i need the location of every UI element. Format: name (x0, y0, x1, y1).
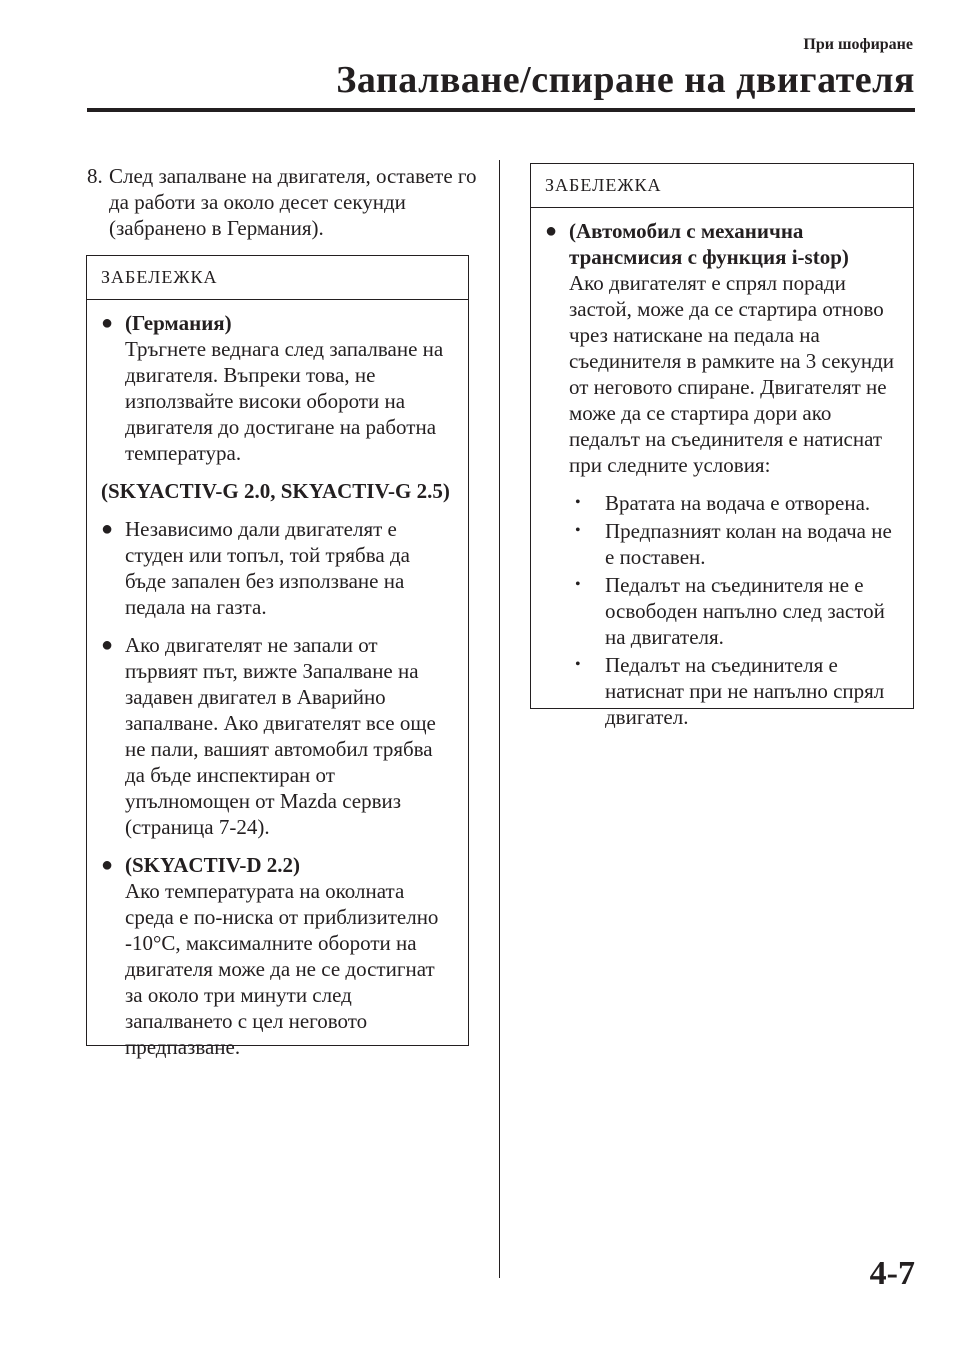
condition-text: Педалът на съединителя не е освободен напълно след застой на двигателя. (605, 573, 885, 649)
bullet-icon: ● (545, 220, 558, 242)
step-text: След запалване на двигателя, оставете го да работи за около десет секунди (забранено в Германия). (109, 164, 477, 240)
bullet-icon: ● (101, 634, 114, 656)
page-title: Запалване/спиране на двигателя (336, 59, 915, 101)
bullet-icon: ● (101, 312, 114, 334)
condition-item (575, 572, 899, 650)
item-text: Ако двигателят е спрял поради застой, може да се стартира отново чрез натискане на педала на съединителя в рамките на 3 секунди от неговото спиране. Двигателят не може да се стартира дори ако педалът на съединителя е натиснат при следните условия: (569, 271, 894, 477)
note-item-no-throttle (101, 516, 454, 620)
header-divider (87, 108, 915, 112)
item-text: Тръгнете веднага след запалване на двигателя. Въпреки това, не използвайте високи обороти на двигателя до достигане на работна температура. (125, 337, 444, 465)
note-box-left (86, 255, 469, 1059)
condition-text: Предпазният колан на водача не е поставен. (605, 519, 892, 569)
bullet-icon: ● (101, 854, 114, 876)
note-item-flooded (101, 632, 454, 840)
condition-text: Вратата на водача е отворена. (605, 491, 871, 515)
item-text: Ако двигателят не запали от първият път, вижте Запалване на задавен двигател в Аварийно запалване. Ако двигателят все още не пали, вашият автомобил трябва да бъде инспектиран от упълномощен от Mazda сервиз (страница 7-24). (125, 633, 436, 839)
bullet-icon: ● (101, 518, 114, 540)
step-8 (87, 163, 477, 241)
note-item-germany (101, 310, 454, 466)
engine-heading: (SKYACTIV-G 2.0, SKYACTIV-G 2.5) (101, 479, 450, 503)
note-label: ЗАБЕЛЕЖКА (531, 164, 913, 208)
note-item-istop (545, 218, 899, 730)
condition-item (575, 518, 899, 570)
item-text: Независимо дали двигателят е студен или топъл, той трябва да бъде запален без използване на педала на газта. (125, 517, 410, 619)
bullet-icon: • (575, 494, 581, 511)
note-body (531, 208, 913, 754)
note-item-diesel (101, 852, 454, 1060)
condition-item (575, 652, 899, 730)
step-number: 8. (87, 164, 103, 188)
column-divider (499, 160, 500, 1278)
bullet-icon: • (575, 522, 581, 539)
note-label: ЗАБЕЛЕЖКА (87, 256, 468, 300)
bullet-icon: • (575, 576, 581, 593)
condition-text: Педалът на съединителя е натиснат при не напълно спрял двигател. (605, 653, 885, 729)
item-title: (Германия) (125, 311, 232, 335)
condition-item (575, 490, 899, 516)
section-label: При шофиране (803, 36, 913, 53)
conditions-list (569, 490, 899, 730)
page-number: 4-7 (869, 1255, 915, 1292)
item-title: (SKYACTIV-D 2.2) (125, 853, 301, 877)
item-text: Ако температурата на околната среда е по-ниска от приблизително -10°C, максималните обороти на двигателя може да не се достигнат за около три минути след запалването с цел неговото предпазване. (125, 879, 439, 1059)
bullet-icon: • (575, 656, 581, 673)
item-title: (Автомобил с механична трансмисия с функция i-stop) (569, 219, 849, 269)
note-box-right (530, 163, 914, 729)
note-body (87, 300, 468, 1084)
